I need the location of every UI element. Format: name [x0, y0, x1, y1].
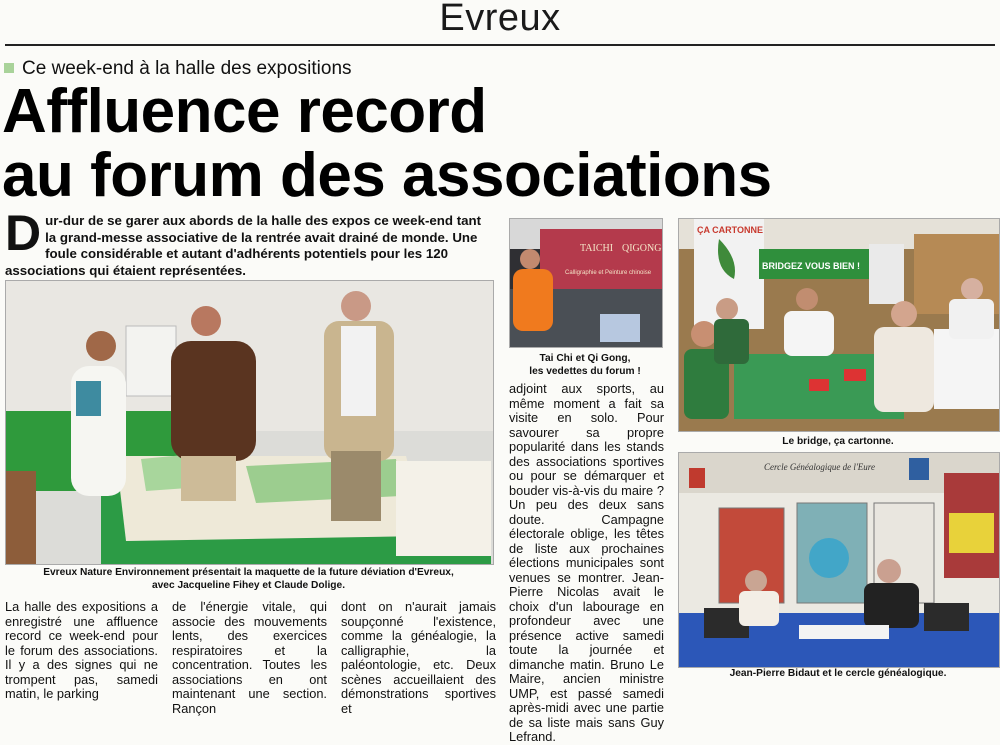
banner-genealogy: Cercle Généalogique de l'Eure [764, 462, 875, 472]
bridge-photo [678, 218, 1000, 432]
headline-line-2: au forum des associations [2, 141, 772, 210]
taichi-stand-photo [510, 219, 662, 347]
genealogy-caption: Jean-Pierre Bidaut et le cercle généalogique. [729, 668, 947, 679]
banner-qigong: QIGONG [622, 243, 662, 254]
exhibition-stand-photo [6, 281, 493, 564]
banner-sub: Calligraphie et Peinture chinoise [565, 270, 652, 276]
column-3-text: dont on n'aurait jamais soupçonné l'existence, comme la généalogie, la calligraphie, la paléontologie, etc. Deux scènes accueillaient des démonstrations sportives et [341, 599, 496, 716]
sign-cartonne: ÇA CARTONNE [697, 225, 764, 235]
lead-paragraph [5, 205, 493, 279]
body-column-1 [5, 600, 158, 702]
taichi-caption-line-2: les vedettes du forum ! [529, 365, 641, 377]
banner-taichi: TAICHI [580, 243, 614, 254]
headline [2, 77, 772, 210]
taichi-caption [509, 353, 661, 378]
bridge-caption: Le bridge, ça cartonne. [782, 436, 894, 447]
square-bullet-icon [4, 63, 14, 73]
headline-line-1: Affluence record [2, 77, 487, 146]
main-caption-line-2: avec Jacqueline Fihey et Claude Dolige. [151, 579, 346, 591]
body-column-2 [172, 600, 327, 716]
bridge-players-photo [679, 219, 999, 431]
column-2-text: de l'énergie vitale, qui associe des mouvements lents, des exercices respiratoires et la concentration. Toutes les associations en ont maintenant une section. Rançon [172, 599, 327, 716]
column-4-text: adjoint aux sports, au même moment a fait sa visite en solo. Pour savourer sa propre popularité dans les stands des associations sportives ou pour se démarquer et bouder vis-à-vis du maire ? Un peu des deux sans doute. Campagne électorale oblige, les têtes de liste aux prochaines élections municipales sont venues se montrer. Jean-Pierre Nicolas avait le choix d'un labourage en profondeur avec une présence active samedi toute la journée et dimanche matin. Bruno Le Maire, ancien ministre UMP, est passé samedi après-midi avec une partie de sa liste mais sans Guy Lefrand. [509, 381, 664, 744]
drop-cap: D [5, 205, 42, 261]
lead-text: ur-dur de se garer aux abords de la halle des expos ce week-end tant la grand-messe associative de la rentrée avait drainé de monde. Une foule considérable et autant d'adhérents potentiels pour les 120 associations qui étaient représentées. [5, 213, 482, 278]
header-rule [5, 44, 995, 46]
main-caption-line-1: Evreux Nature Environnement présentait la maquette de la future déviation d'Evreux, [43, 567, 454, 578]
body-column-3 [341, 600, 496, 716]
column-1-text: La halle des expositions a enregistré une affluence record ce week-end pour le forum des associations. Il y a des signes qui ne trompent pas, samedi matin, le parking [5, 599, 158, 701]
taichi-caption-line-1: Tai Chi et Qi Gong, [539, 353, 631, 364]
taichi-photo [509, 218, 663, 348]
section-title: Evreux [439, 0, 561, 39]
genealogy-stand-photo [679, 453, 999, 667]
kicker-text: Ce week-end à la halle des expositions [22, 58, 352, 79]
body-column-4 [509, 381, 664, 744]
main-photo-caption [5, 567, 492, 592]
main-photo [5, 280, 494, 565]
banner-bridge: BRIDGEZ VOUS BIEN ! [762, 261, 861, 271]
genealogy-photo [678, 452, 1000, 668]
